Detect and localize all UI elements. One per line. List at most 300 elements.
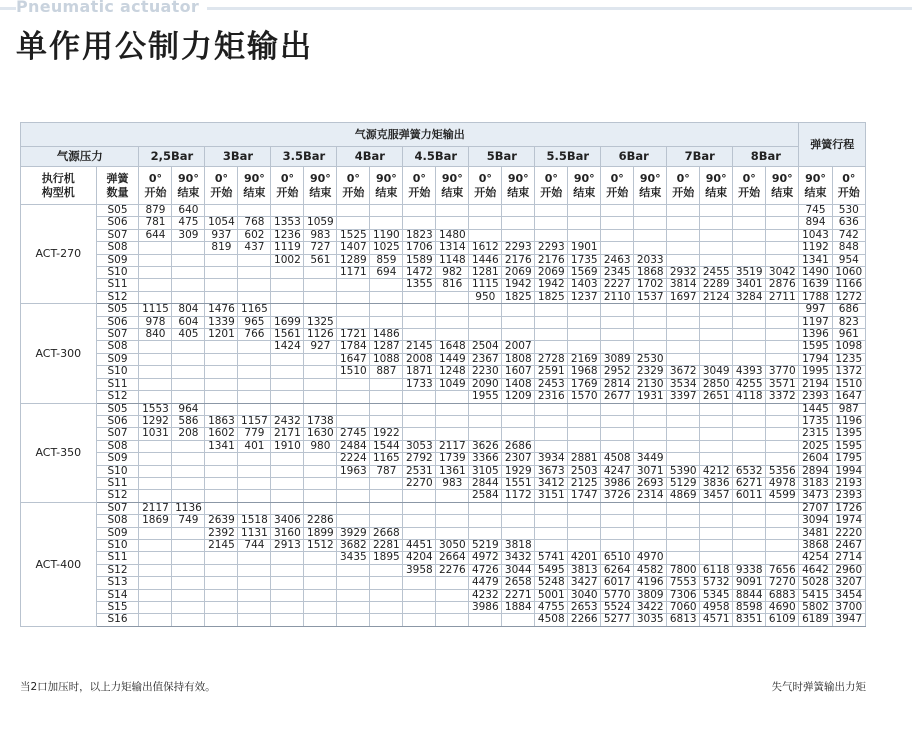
- torque-cell: [502, 205, 535, 217]
- spring-cell: S12: [96, 490, 139, 502]
- torque-cell: 1476: [205, 304, 238, 316]
- stroke-cell: 1974: [832, 515, 865, 527]
- torque-cell: 2653: [568, 602, 601, 614]
- torque-cell: 2145: [403, 341, 436, 353]
- torque-cell: [271, 453, 304, 465]
- stroke-cell: 3473: [799, 490, 832, 502]
- torque-cell: 980: [304, 440, 337, 452]
- torque-cell: 887: [370, 366, 403, 378]
- torque-cell: [337, 279, 370, 291]
- stroke-cell: 2467: [832, 539, 865, 551]
- torque-cell: [205, 589, 238, 601]
- torque-cell: [139, 267, 172, 279]
- torque-cell: 2484: [337, 440, 370, 452]
- torque-cell: [469, 527, 502, 539]
- torque-cell: [601, 316, 634, 328]
- torque-cell: [436, 515, 469, 527]
- spring-cell: S12: [96, 391, 139, 403]
- torque-cell: [205, 378, 238, 390]
- torque-cell: [568, 527, 601, 539]
- torque-cell: 7553: [667, 577, 700, 589]
- stroke-cell: 1726: [832, 502, 865, 514]
- torque-cell: [370, 577, 403, 589]
- torque-cell: [403, 391, 436, 403]
- torque-cell: 3986: [601, 477, 634, 489]
- torque-cell: [700, 304, 733, 316]
- torque-cell: 6883: [766, 589, 799, 601]
- torque-cell: [634, 205, 667, 217]
- torque-cell: [370, 614, 403, 626]
- torque-cell: [205, 477, 238, 489]
- torque-cell: [667, 527, 700, 539]
- torque-cell: [634, 415, 667, 427]
- spring-cell: S14: [96, 589, 139, 601]
- spring-cell: S08: [96, 341, 139, 353]
- torque-cell: [469, 304, 502, 316]
- table-row: [21, 415, 866, 427]
- stroke-cell: 1272: [832, 291, 865, 303]
- torque-cell: 7306: [667, 589, 700, 601]
- torque-cell: [601, 242, 634, 254]
- torque-cell: [667, 353, 700, 365]
- torque-cell: [733, 254, 766, 266]
- torque-cell: [139, 291, 172, 303]
- torque-cell: [337, 515, 370, 527]
- torque-cell: 1825: [535, 291, 568, 303]
- torque-cell: [139, 453, 172, 465]
- torque-cell: 1353: [271, 217, 304, 229]
- table-row: [21, 515, 866, 527]
- torque-cell: 1823: [403, 229, 436, 241]
- torque-cell: 1968: [568, 366, 601, 378]
- torque-cell: [469, 217, 502, 229]
- table-row: [21, 564, 866, 576]
- torque-cell: 1602: [205, 428, 238, 440]
- torque-cell: [766, 453, 799, 465]
- torque-cell: 1630: [304, 428, 337, 440]
- torque-cell: [172, 279, 205, 291]
- torque-cell: 2329: [634, 366, 667, 378]
- torque-cell: [700, 329, 733, 341]
- torque-cell: 5741: [535, 552, 568, 564]
- torque-cell: [370, 589, 403, 601]
- torque-cell: [370, 391, 403, 403]
- stroke-cell: 2894: [799, 465, 832, 477]
- torque-cell: 1721: [337, 329, 370, 341]
- torque-cell: 1054: [205, 217, 238, 229]
- torque-cell: [172, 527, 205, 539]
- torque-cell: 4479: [469, 577, 502, 589]
- stroke-angle-start: 0° 开始: [832, 167, 865, 205]
- torque-cell: 2281: [370, 539, 403, 551]
- torque-cell: [634, 539, 667, 551]
- torque-cell: [271, 465, 304, 477]
- torque-cell: [271, 614, 304, 626]
- torque-cell: [139, 552, 172, 564]
- spring-cell: S10: [96, 539, 139, 551]
- spring-cell: S10: [96, 366, 139, 378]
- torque-cell: 927: [304, 341, 337, 353]
- torque-cell: 1735: [568, 254, 601, 266]
- torque-cell: 1248: [436, 366, 469, 378]
- table-row: [21, 316, 866, 328]
- torque-cell: 3534: [667, 378, 700, 390]
- torque-cell: [238, 502, 271, 514]
- torque-cell: [469, 403, 502, 415]
- torque-cell: [667, 205, 700, 217]
- torque-cell: 3040: [568, 589, 601, 601]
- torque-cell: [238, 391, 271, 403]
- torque-cell: [436, 490, 469, 502]
- torque-cell: [172, 267, 205, 279]
- torque-cell: [568, 539, 601, 551]
- main-header-cell: 气源克服弹簧力矩输出: [21, 123, 799, 147]
- torque-cell: [403, 490, 436, 502]
- torque-cell: 2314: [634, 490, 667, 502]
- torque-cell: 3682: [337, 539, 370, 551]
- torque-cell: [304, 366, 337, 378]
- table-row: [21, 527, 866, 539]
- torque-cell: [172, 589, 205, 601]
- torque-cell: [304, 552, 337, 564]
- torque-cell: [238, 267, 271, 279]
- stroke-cell: 1445: [799, 403, 832, 415]
- torque-cell: [700, 539, 733, 551]
- torque-cell: 2124: [700, 291, 733, 303]
- torque-cell: [304, 378, 337, 390]
- torque-cell: 309: [172, 229, 205, 241]
- torque-cell: 1136: [172, 502, 205, 514]
- stroke-cell: 2393: [832, 490, 865, 502]
- torque-cell: 1569: [568, 267, 601, 279]
- torque-cell: [337, 391, 370, 403]
- table-row: [21, 502, 866, 514]
- torque-cell: [271, 577, 304, 589]
- torque-cell: 1339: [205, 316, 238, 328]
- model-cell: ACT-270: [21, 205, 97, 304]
- torque-cell: [502, 614, 535, 626]
- torque-cell: 1589: [403, 254, 436, 266]
- table-row: [21, 453, 866, 465]
- torque-cell: 2293: [535, 242, 568, 254]
- angle-end-7: 90° 结束: [634, 167, 667, 205]
- torque-cell: 1955: [469, 391, 502, 403]
- torque-cell: [205, 366, 238, 378]
- stroke-cell: 745: [799, 205, 832, 217]
- torque-cell: 768: [238, 217, 271, 229]
- torque-cell: 3672: [667, 366, 700, 378]
- torque-cell: 2850: [700, 378, 733, 390]
- torque-cell: 5495: [535, 564, 568, 576]
- stroke-cell: 848: [832, 242, 865, 254]
- table-row: [21, 552, 866, 564]
- page-title: 单作用公制力矩输出: [16, 29, 313, 65]
- torque-cell: [172, 490, 205, 502]
- torque-cell: 1287: [370, 341, 403, 353]
- torque-cell: 965: [238, 316, 271, 328]
- torque-cell: [733, 205, 766, 217]
- torque-cell: 6510: [601, 552, 634, 564]
- torque-cell: 1325: [304, 316, 337, 328]
- torque-cell: 1119: [271, 242, 304, 254]
- torque-cell: 1148: [436, 254, 469, 266]
- torque-cell: [271, 366, 304, 378]
- torque-cell: 1361: [436, 465, 469, 477]
- stroke-cell: 3700: [832, 602, 865, 614]
- torque-cell: [238, 254, 271, 266]
- torque-cell: [733, 552, 766, 564]
- stroke-cell: 1788: [799, 291, 832, 303]
- torque-cell: 4571: [700, 614, 733, 626]
- spring-cell: S11: [96, 552, 139, 564]
- torque-cell: [535, 440, 568, 452]
- stroke-cell: 636: [832, 217, 865, 229]
- torque-cell: 1553: [139, 403, 172, 415]
- torque-cell: [304, 391, 337, 403]
- torque-cell: 2677: [601, 391, 634, 403]
- angle-end-8: 90° 结束: [700, 167, 733, 205]
- torque-cell: [172, 465, 205, 477]
- torque-cell: [700, 527, 733, 539]
- torque-cell: 840: [139, 329, 172, 341]
- torque-cell: [238, 341, 271, 353]
- torque-cell: [634, 341, 667, 353]
- torque-cell: 1115: [139, 304, 172, 316]
- stroke-cell: 5028: [799, 577, 832, 589]
- torque-cell: [271, 267, 304, 279]
- spring-label: 弹簧 数量: [96, 167, 139, 205]
- torque-cell: [634, 329, 667, 341]
- table-row: [21, 378, 866, 390]
- torque-cell: [304, 353, 337, 365]
- torque-cell: [568, 428, 601, 440]
- torque-cell: [700, 453, 733, 465]
- stroke-cell: 1395: [832, 428, 865, 440]
- torque-cell: [766, 552, 799, 564]
- torque-cell: [370, 502, 403, 514]
- torque-cell: [667, 453, 700, 465]
- spring-cell: S05: [96, 403, 139, 415]
- table-body: [21, 205, 866, 627]
- torque-cell: [436, 602, 469, 614]
- torque-cell: 4599: [766, 490, 799, 502]
- torque-cell: [700, 403, 733, 415]
- torque-cell: 3435: [337, 552, 370, 564]
- angle-start-7: 0° 开始: [601, 167, 634, 205]
- torque-cell: [337, 502, 370, 514]
- torque-cell: 1825: [502, 291, 535, 303]
- angle-start-1: 0° 开始: [205, 167, 238, 205]
- spring-cell: S07: [96, 428, 139, 440]
- torque-cell: [436, 217, 469, 229]
- stroke-cell: 1060: [832, 267, 865, 279]
- torque-cell: [172, 539, 205, 551]
- torque-cell: [733, 229, 766, 241]
- pressure-0: 2,5Bar: [139, 147, 205, 167]
- torque-cell: 983: [304, 229, 337, 241]
- torque-cell: 2230: [469, 366, 502, 378]
- torque-cell: 3035: [634, 614, 667, 626]
- torque-cell: [535, 229, 568, 241]
- torque-cell: [139, 539, 172, 551]
- torque-cell: [469, 502, 502, 514]
- spring-cell: S09: [96, 527, 139, 539]
- torque-cell: [436, 304, 469, 316]
- torque-cell: [403, 515, 436, 527]
- torque-cell: [469, 229, 502, 241]
- torque-cell: 3673: [535, 465, 568, 477]
- torque-cell: [469, 329, 502, 341]
- torque-cell: [205, 254, 238, 266]
- torque-cell: [766, 329, 799, 341]
- torque-cell: [205, 353, 238, 365]
- stroke-cell: 3947: [832, 614, 865, 626]
- torque-cell: 3934: [535, 453, 568, 465]
- torque-cell: 1551: [502, 477, 535, 489]
- torque-cell: [304, 453, 337, 465]
- torque-cell: 3071: [634, 465, 667, 477]
- torque-cell: 1355: [403, 279, 436, 291]
- torque-cell: [568, 304, 601, 316]
- spring-cell: S07: [96, 502, 139, 514]
- torque-cell: 2531: [403, 465, 436, 477]
- spring-cell: S13: [96, 577, 139, 589]
- torque-cell: [469, 415, 502, 427]
- torque-cell: [370, 477, 403, 489]
- torque-cell: 1424: [271, 341, 304, 353]
- torque-table: [20, 122, 866, 627]
- torque-cell: 2503: [568, 465, 601, 477]
- torque-cell: 3626: [469, 440, 502, 452]
- torque-cell: [502, 403, 535, 415]
- torque-cell: [700, 229, 733, 241]
- torque-cell: [403, 589, 436, 601]
- torque-cell: [436, 329, 469, 341]
- stroke-cell: 1639: [799, 279, 832, 291]
- torque-cell: 5732: [700, 577, 733, 589]
- torque-cell: 3401: [733, 279, 766, 291]
- torque-cell: 1131: [238, 527, 271, 539]
- torque-cell: [436, 589, 469, 601]
- torque-cell: [766, 527, 799, 539]
- spring-cell: S10: [96, 267, 139, 279]
- torque-cell: 602: [238, 229, 271, 241]
- torque-cell: [733, 329, 766, 341]
- torque-cell: [733, 403, 766, 415]
- table-row: [21, 267, 866, 279]
- torque-cell: [667, 229, 700, 241]
- torque-cell: [337, 602, 370, 614]
- torque-cell: [403, 428, 436, 440]
- torque-cell: 208: [172, 428, 205, 440]
- torque-cell: [337, 378, 370, 390]
- torque-cell: [205, 552, 238, 564]
- torque-cell: 766: [238, 329, 271, 341]
- torque-cell: [568, 316, 601, 328]
- torque-cell: [238, 378, 271, 390]
- torque-cell: 2117: [139, 502, 172, 514]
- stroke-cell: 987: [832, 403, 865, 415]
- torque-cell: [238, 577, 271, 589]
- angle-start-4: 0° 开始: [403, 167, 436, 205]
- spring-cell: S15: [96, 602, 139, 614]
- torque-cell: [733, 353, 766, 365]
- torque-cell: 1201: [205, 329, 238, 341]
- torque-cell: 6011: [733, 490, 766, 502]
- torque-cell: [139, 391, 172, 403]
- stroke-angle-end: 90° 结束: [799, 167, 832, 205]
- torque-cell: 1607: [502, 366, 535, 378]
- stroke-cell: 3481: [799, 527, 832, 539]
- torque-cell: [700, 552, 733, 564]
- torque-cell: [535, 515, 568, 527]
- torque-cell: [370, 378, 403, 390]
- torque-cell: 2693: [634, 477, 667, 489]
- torque-cell: [634, 316, 667, 328]
- torque-cell: 816: [436, 279, 469, 291]
- torque-cell: [172, 552, 205, 564]
- stroke-cell: 686: [832, 304, 865, 316]
- torque-cell: 1869: [139, 515, 172, 527]
- stroke-cell: 2194: [799, 378, 832, 390]
- torque-cell: 2007: [502, 341, 535, 353]
- torque-cell: [667, 242, 700, 254]
- torque-cell: 644: [139, 229, 172, 241]
- angle-end-5: 90° 结束: [502, 167, 535, 205]
- table-row: [21, 602, 866, 614]
- torque-cell: 6532: [733, 465, 766, 477]
- torque-cell: 2453: [535, 378, 568, 390]
- torque-cell: 2876: [766, 279, 799, 291]
- torque-cell: [370, 403, 403, 415]
- angle-start-5: 0° 开始: [469, 167, 502, 205]
- torque-cell: 1088: [370, 353, 403, 365]
- footnote-left: 当2口加压时，以上力矩输出值保持有效。: [20, 681, 216, 693]
- stroke-cell: 1341: [799, 254, 832, 266]
- torque-cell: 2289: [700, 279, 733, 291]
- torque-cell: [403, 329, 436, 341]
- torque-cell: 2169: [568, 353, 601, 365]
- torque-cell: [172, 453, 205, 465]
- table-row: [21, 341, 866, 353]
- torque-cell: 4118: [733, 391, 766, 403]
- torque-cell: 640: [172, 205, 205, 217]
- pressure-4: 4.5Bar: [403, 147, 469, 167]
- torque-cell: [337, 304, 370, 316]
- torque-cell: [139, 378, 172, 390]
- stroke-cell: 1166: [832, 279, 865, 291]
- spring-cell: S08: [96, 440, 139, 452]
- torque-cell: [700, 515, 733, 527]
- torque-cell: [370, 316, 403, 328]
- torque-cell: 1292: [139, 415, 172, 427]
- torque-cell: 401: [238, 440, 271, 452]
- torque-cell: 2664: [436, 552, 469, 564]
- torque-cell: [337, 477, 370, 489]
- torque-cell: [733, 242, 766, 254]
- footnote-right: 失气时弹簧输出力矩: [771, 681, 866, 693]
- torque-cell: 5001: [535, 589, 568, 601]
- torque-cell: 2069: [502, 267, 535, 279]
- torque-cell: 5390: [667, 465, 700, 477]
- torque-cell: 4755: [535, 602, 568, 614]
- torque-cell: [667, 316, 700, 328]
- torque-cell: [568, 341, 601, 353]
- torque-cell: 1769: [568, 378, 601, 390]
- torque-cell: 2792: [403, 453, 436, 465]
- torque-cell: [601, 217, 634, 229]
- torque-cell: 6017: [601, 577, 634, 589]
